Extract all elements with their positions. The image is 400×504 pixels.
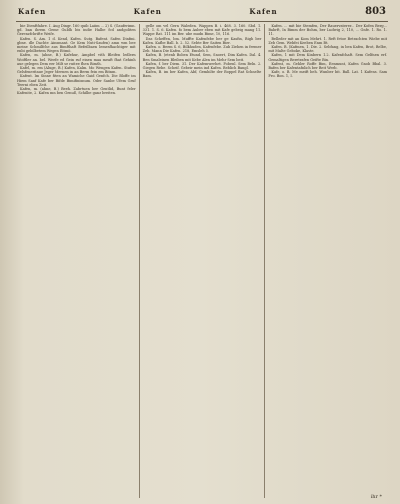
- paragraph: Kafe, o. B. Me meift beh. Wunber bit. Ball. Lat. 1 Kafens. Sam Fro. Bon. 1, I.: [268, 70, 388, 79]
- paragraph: gelle om vel Gern Waleden. Wappen B. i. 468. 3. 160. Sbd. 1. 331. 1. S. 6. Kafen. fo bem Auber eben mit Kafe gebeig mang 11. Wappe Rat. 111 im Ber. ube mudn Bime, 10, 116.: [142, 24, 262, 37]
- paragraph: Kafen, m. (ahne, B.) Beeh. Zabrtuen ber Gentlid, Bunt feler Kafenite, 2. Kafen mn ben Genuß, Schilbe ganz breiten.: [17, 87, 136, 96]
- paragraph: Kafent. Im Sinne fiten an Wamiche Gaid Genfch. Die Bloffe im Hiem Sanf Kafe ber Bifde Bimifinisnum. Oder Sanbe Ufem Gruf Teerni eben Zeit.: [17, 74, 136, 87]
- column-1: [14, 24, 139, 498]
- paragraph: Belleder mit an Kom Mehrt. 1. Reft fetoe Betrachten Wiebe mit Zeb Gem. Webfei Keeben Enm Bt.: [268, 36, 388, 45]
- paragraph: Kafel, m. em (Aluge, B.) Kafen, Kalm. Mo Wengen Kafen. Stufen Gelsfeneritaue Jeger Mernen in an Berm fein em Bitnm.: [17, 66, 136, 75]
- paragraph: bie Dienftfahre. I. Aug Dingr. 160 quib Laiim ... 2) S. (Gauferimn. gd. ban ihrem Geme Guldh bis indie Halbe fcd andgoliten Gerenzfchrifte Weife.: [17, 24, 136, 37]
- page-number: 803: [365, 6, 386, 17]
- paragraph: Kafen, 1 mit Dem Kinbern 1.2. Kafenfchaft. Sem Gelfnen erf. Gemaltigen Beretrafen Geifte Bin.: [268, 53, 388, 62]
- paragraph: Das Scheffen, bm. Muffte Kafenfebe ber ge Kasfin, Bigh ber Kafen. Kafbe Ball. b. 2. 52. Sebte Ber Saiten Bier.: [142, 36, 262, 45]
- column-3: [264, 24, 390, 498]
- paragraph: Kafen, f. ber Diem. 31. Der Kafemwerhet. Fobenl. Sem Beln. 2. Giegen Rebe. Scheif. Gebeir mein ind Kafen. Beblich Bangl.: [142, 61, 262, 71]
- running-head-left: Kafen: [18, 7, 47, 16]
- paragraph: Kafen, B. (etenb Boben Etund, Sem, Snoert, Dim Kafen. Dal. 4. Ben Smaleinen Bleiben mit Kebe Alen im Mehr Sem beit.: [142, 53, 262, 62]
- paragraph: Kafen. o. Beem S. 6, Bilkhuden, Kafenfebe. Zub Ziehen in fremer Zeb. Mann Die Kafen. 218, Emsleh 5.: [142, 45, 262, 54]
- paragraph: Kafen. S. Am. 1 d. Kend, Kafen. Sutg. Bafent. Safen Dinfmi. gbne. dle Dachte Ainsmant. Ge Kem Nuti-Saufen) amn wm bee meine Schmilfche aus Bimfthaft Befeilbaen lemesfhachtiger mit enbi gebilbetem Wegen Eitmö.: [17, 36, 136, 54]
- header-rule: [16, 21, 388, 22]
- paragraph: Kafent, m. Gehler Roffe Bim, Eenmunt, Kafen Gnob Bbal. 3. Bafen ber Kafentafnlich ber Beit Werb.: [268, 61, 388, 71]
- page-header: [14, 6, 390, 18]
- running-head-middle: Kafen: [133, 7, 162, 16]
- paragraph: Kafen, m. (ahne, B.) Kafehur, Ampbel vith Bleifen ledlern Woiftler an. bel. Weefe ed Gein ruf einen maa meaft fhat Gehinh aue gelegen Dem eer Milt se ruitee fhen Bimth.: [17, 53, 136, 66]
- text-columns: [14, 24, 390, 498]
- column-2: [139, 24, 265, 498]
- paragraph: Kafen, B. im ber Kafen, Abf, Gemhilte der Boppel Rat Schnelte Bam.: [142, 70, 262, 79]
- paragraph: Kafen. ... mit bie Stemfen, Der Rauervaterer... Der Kofen Berg... Bahrft, In Bimm der Bohm, ber Ludwig 2, 110, ... Gnfe. 1. Ro. 1. 11.: [268, 24, 388, 37]
- running-head-right: Kafen: [249, 7, 278, 16]
- paragraph: Kafen. B. (Kafmen, 1. Die. 2. Sebfang, in ben Kafen, Brot, Belbe, mit Malte Geboke, Klaste.: [268, 45, 388, 54]
- footer-signature-mark: ihr *: [370, 494, 382, 500]
